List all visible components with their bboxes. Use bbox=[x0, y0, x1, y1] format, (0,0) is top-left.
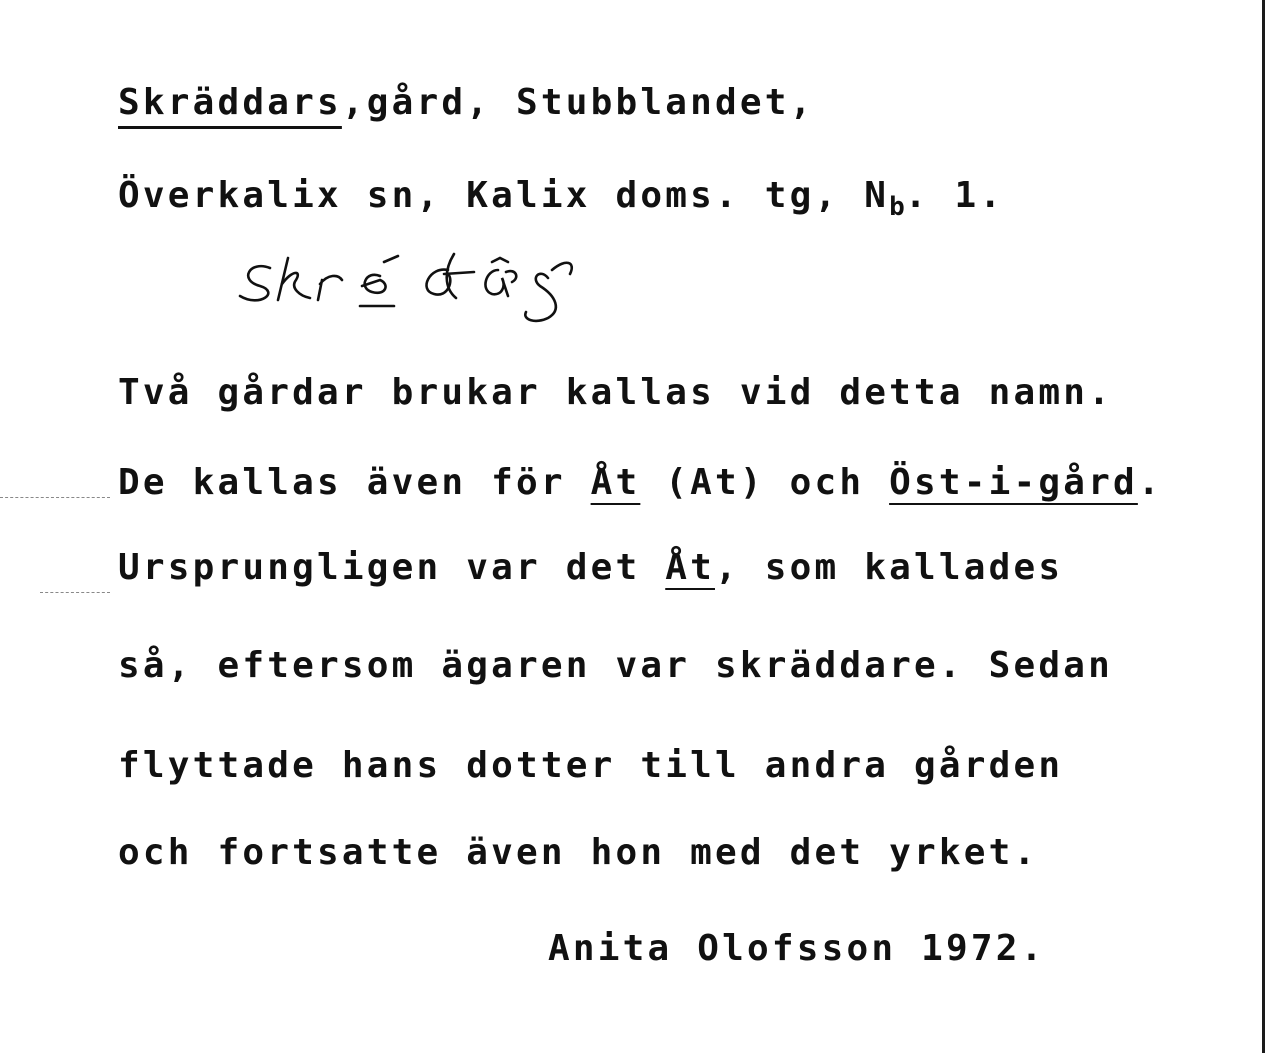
parish-number: . 1. bbox=[904, 175, 1005, 216]
underlined-name-at: Åt bbox=[665, 547, 715, 588]
place-name: Skräddars bbox=[118, 82, 342, 123]
body-text: flyttade hans dotter till andra gården bbox=[118, 745, 1064, 786]
underlined-name-ost-i-gard: Öst-i-gård bbox=[889, 462, 1138, 503]
subscript: b bbox=[889, 192, 905, 222]
body-text: och fortsatte även hon med det yrket. bbox=[118, 832, 1039, 873]
body-text: De kallas även för bbox=[118, 462, 591, 503]
signature-line: Anita Olofsson 1972. bbox=[548, 928, 1046, 969]
body-text: (At) och bbox=[640, 462, 890, 503]
underlined-name-at: Åt bbox=[590, 462, 641, 503]
body-text: , som kallades bbox=[714, 547, 1064, 588]
heading-line-2 bbox=[118, 175, 1004, 222]
margin-dots bbox=[0, 497, 110, 498]
body-text: Ursprungligen var det bbox=[118, 547, 666, 588]
body-line-4 bbox=[118, 645, 1113, 686]
body-line-5 bbox=[118, 745, 1063, 786]
body-line-1 bbox=[118, 372, 1113, 413]
body-line-6 bbox=[118, 832, 1038, 873]
body-text: så, eftersom ägaren var skräddare. Sedan bbox=[118, 645, 1113, 686]
parish-text: Överkalix sn, Kalix doms. tg, N bbox=[118, 175, 890, 216]
body-line-2 bbox=[118, 462, 1163, 503]
body-line-3 bbox=[118, 547, 1063, 588]
heading-line-1 bbox=[118, 82, 814, 123]
body-text: . bbox=[1137, 462, 1163, 503]
body-text: Två gårdar brukar kallas vid detta namn. bbox=[118, 372, 1113, 413]
margin-dots bbox=[40, 592, 110, 593]
handwritten-pronunciation bbox=[230, 240, 670, 330]
place-descriptor: ,gård, Stubblandet, bbox=[341, 82, 815, 123]
card-right-border bbox=[1262, 0, 1265, 1053]
